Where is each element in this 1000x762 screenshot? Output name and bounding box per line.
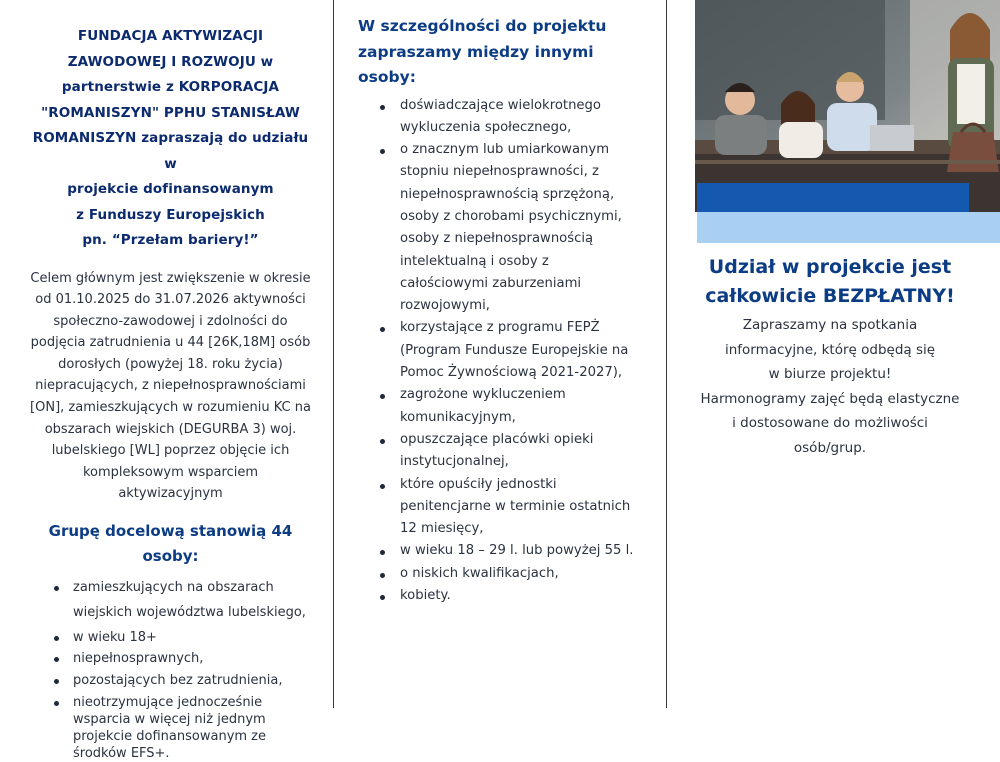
organizer-line: FUNDACJA AKTYWIZACJI bbox=[77, 28, 264, 44]
heading-line: Grupę docelową stanowią 44 bbox=[48, 522, 293, 541]
goal-line: podjęcia zatrudnienia u 44 [26K,18M] osób bbox=[30, 335, 311, 351]
list-item: kobiety. bbox=[358, 585, 640, 607]
title-line: Udział w projekcie jest bbox=[708, 256, 952, 278]
organizer-line: ZAWODOWEJ I ROZWOJU w bbox=[67, 53, 274, 70]
goal-line: niepracujących, z niepełnosprawnościami bbox=[35, 378, 306, 394]
list-item: niepełnosprawnych, bbox=[30, 650, 311, 667]
organizer-line: ROMANISZYN zapraszają do udziału w bbox=[32, 130, 309, 172]
invitation-text bbox=[685, 313, 975, 461]
goal-line: dorosłych (powyżej 18. roku życia) bbox=[58, 356, 283, 372]
organizer-line: projekcie dofinansowanym bbox=[67, 181, 274, 197]
goal-line: obszarach wiejskich (DEGURBA 3) woj. bbox=[44, 421, 297, 437]
list-item: nieotrzymujące jednocześnie wsparcia w więcej niż jednym projekcie dofinansowanym ze środków EFS+. bbox=[30, 694, 311, 762]
invite-line: osób/grup. bbox=[793, 439, 867, 456]
list-item: opuszczające placówki opieki instytucjonalnej, bbox=[358, 429, 640, 474]
invite-line: Zapraszamy na spotkania bbox=[742, 317, 918, 333]
list-item: zamieszkujących na obszarach wiejskich województwa lubelskiego, bbox=[30, 575, 311, 625]
heading-line: zapraszamy między innymi bbox=[358, 42, 594, 61]
invite-line: i dostosowane do możliwości bbox=[732, 415, 928, 432]
list-item: pozostających bez zatrudnienia, bbox=[30, 672, 311, 689]
students-photo bbox=[695, 0, 1000, 212]
list-item: doświadczające wielokrotnego wykluczenia społecznego, bbox=[358, 95, 640, 140]
invite-line: informacyjne, którę odbędą się bbox=[724, 341, 936, 358]
list-item: w wieku 18 – 29 l. lub powyżej 55 l. bbox=[358, 540, 640, 562]
list-item: które opuściły jednostki penitencjarne w terminie ostatnich 12 miesięcy, bbox=[358, 474, 640, 541]
organizer-statement bbox=[30, 24, 311, 254]
goal-line: kompleksowym wsparciem aktywizacyjnym bbox=[82, 464, 259, 502]
list-item: zagrożone wykluczeniem komunikacyjnym, bbox=[358, 384, 640, 429]
organizer-line: pn. “Przełam bariery!” bbox=[82, 232, 259, 248]
column-project-info bbox=[0, 0, 333, 762]
column-eligible-persons bbox=[334, 0, 666, 708]
invite-line: Harmonogramy zajęć będą elastyczne bbox=[700, 390, 960, 407]
list-item: korzystające z programu FEPŻ (Program Fundusze Europejskie na Pomoc Żywnościową 2021-2027), bbox=[358, 317, 640, 384]
target-group-heading bbox=[30, 519, 311, 569]
decor-bar-dark bbox=[697, 183, 969, 212]
free-participation-title bbox=[687, 253, 973, 311]
heading-line: W szczególności do projektu bbox=[358, 17, 607, 35]
eligible-heading bbox=[358, 14, 640, 91]
title-line: całkowicie BEZPŁATNY! bbox=[705, 285, 955, 307]
list-item: w wieku 18+ bbox=[30, 625, 311, 650]
target-group-list bbox=[30, 575, 311, 762]
project-goal bbox=[30, 268, 311, 506]
eligible-list bbox=[358, 95, 640, 608]
organizer-line: z Funduszy Europejskich bbox=[76, 206, 265, 223]
heading-line: osoby: bbox=[358, 68, 416, 86]
list-item: o znacznym lub umiarkowanym stopniu niepełnosprawności, z niepełnosprawnością sprzężoną, osoby z chorobami psychicznymi, osoby z niepełnosprawnością intelektualną i osoby z całościowymi zaburzeniami rozwojowymi, bbox=[358, 139, 640, 317]
goal-line: [ON], zamieszkujących w rozumieniu KC na bbox=[30, 400, 311, 416]
goal-line: lubelskiego [WL] poprzez objęcie ich bbox=[51, 443, 290, 459]
column-participation bbox=[667, 0, 1000, 708]
heading-line: osoby: bbox=[142, 547, 199, 566]
goal-line: Celem głównym jest zwiększenie w okresie bbox=[30, 270, 311, 286]
list-item: o niskich kwalifikacjach, bbox=[358, 563, 640, 585]
organizer-line: "ROMANISZYN" PPHU STANISŁAW bbox=[41, 104, 300, 121]
organizer-line: partnerstwie z KORPORACJA bbox=[61, 79, 280, 95]
invite-line: w biurze projektu! bbox=[768, 366, 892, 383]
goal-line: społeczno-zawodowej i zdolności do bbox=[53, 313, 288, 329]
goal-line: od 01.10.2025 do 31.07.2026 aktywności bbox=[35, 292, 306, 308]
